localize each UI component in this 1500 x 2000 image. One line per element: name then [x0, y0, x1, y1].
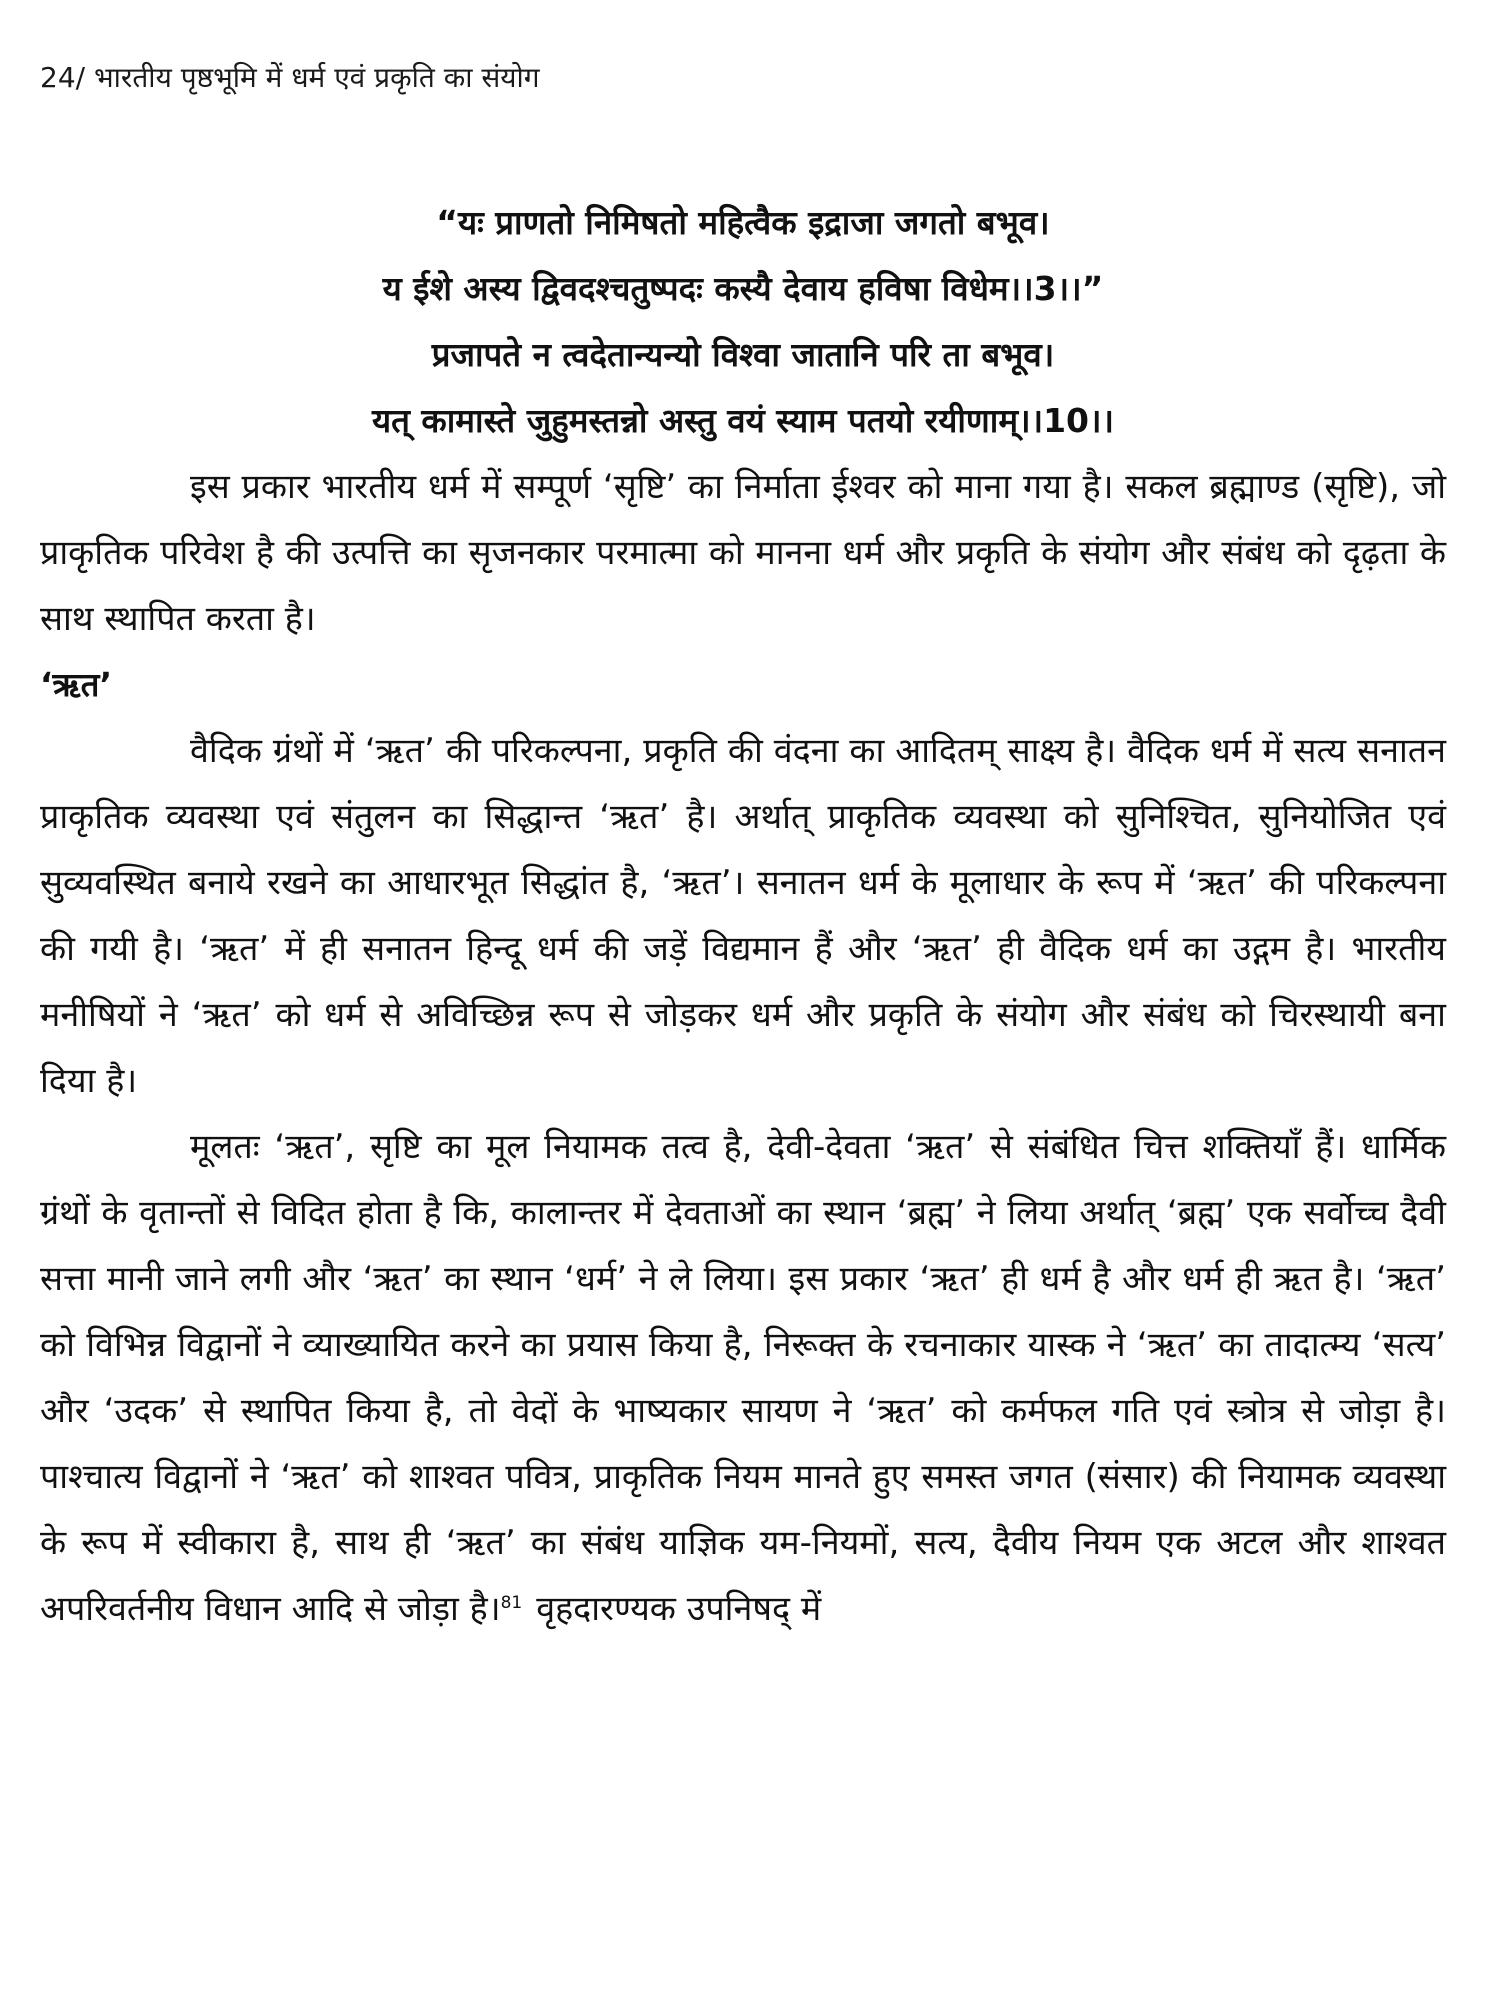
sanskrit-verse: [40, 190, 1446, 454]
body-paragraph-1: वैदिक ग्रंथों में ‘ऋत’ की परिकल्पना, प्रकृति की वंदना का आदितम् साक्ष्य है। वैदिक धर्म में सत्य सनातन प्राकृतिक व्यवस्था एवं संतुलन का सिद्धान्त ‘ऋत’ है। अर्थात् प्राकृतिक व्यवस्था को सुनिश्चित, सुनियोजित एवं सुव्यवस्थित बनाये रखने का आधारभूत सिद्धांत है, ‘ऋत’। सनातन धर्म के मूलाधार के रूप में ‘ऋत’ की परिकल्पना की गयी है। ‘ऋत’ में ही सनातन हिन्दू धर्म की जड़ें विद्यमान हैं और ‘ऋत’ ही वैदिक धर्म का उद्गम है। भारतीय मनीषियों ने ‘ऋत’ को धर्म से अविच्छिन्न रूप से जोड़कर धर्म और प्रकृति के संयोग और संबंध को चिरस्थायी बना दिया है।: [40, 731, 1446, 1101]
verse-line-2: य ईशे अस्य द्विवदश्चतुष्पदः कस्यै देवाय हविषा विधेम।।3।।”: [382, 269, 1104, 308]
section-heading: ‘ऋत’: [40, 665, 113, 704]
body-paragraph-2: [40, 1114, 1446, 1642]
body-paragraph-2-text: मूलतः ‘ऋत’, सृष्टि का मूल नियामक तत्व है, देवी-देवता ‘ऋत’ से संबंधित चित्त शक्तियाँ हैं। धार्मिक ग्रंथों के वृतान्तों से विदित होता है कि, कालान्तर में देवताओं का स्थान ‘ब्रह्म’ ने लिया अर्थात् ‘ब्रह्म’ एक सर्वोच्च दैवी सत्ता मानी जाने लगी और ‘ऋत’ का स्थान ‘धर्म’ ने ले लिया। इस प्रकार ‘ऋत’ ही धर्म है और धर्म ही ऋत है। ‘ऋत’ को विभिन्न विद्वानों ने व्याख्यायित करने का प्रयास किया है, निरूक्त के रचनाकार यास्क ने ‘ऋत’ का तादात्म्य ‘सत्य’ और ‘उदक’ से स्थापित किया है, तो वेदों के भाष्यकार सायण ने ‘ऋत’ को कर्मफल गति एवं स्त्रोत्र से जोड़ा है। पाश्चात्य विद्वानों ने ‘ऋत’ को शाश्वत पवित्र, प्राकृतिक नियम मानते हुए समस्त जगत (संसार) की नियामक व्यवस्था के रूप में स्वीकारा है, साथ ही ‘ऋत’ का संबंध याज्ञिक यम-नियमों, सत्य, दैवीय नियम एक अटल और शाश्वत अपरिवर्तनीय विधान आदि से जोड़ा है।: [40, 1127, 1446, 1629]
body-paragraph-2-tail: वृहदारण्यक उपनिषद् में: [536, 1589, 822, 1629]
intro-paragraph: इस प्रकार भारतीय धर्म में सम्पूर्ण ‘सृष्टि’ का निर्माता ईश्वर को माना गया है। सकल ब्रह्माण्ड (सृष्टि), जो प्राकृतिक परिवेश है की उत्पत्ति का सृजनकार परमात्मा को मानना धर्म और प्रकृति के संयोग और संबंध को दृढ़ता के साथ स्थापित करता है।: [40, 467, 1446, 639]
verse-line-1: “यः प्राणतो निमिषतो महित्वैक इद्राजा जगतो बभूव।: [436, 203, 1050, 242]
footnote-reference[interactable]: 81: [500, 1592, 523, 1613]
running-header: 24/ भारतीय पृष्ठभूमि में धर्म एवं प्रकृति का संयोग: [40, 61, 540, 94]
verse-line-3: प्रजापते न त्वदेतान्यन्यो विश्वा जातानि परि ता बभूव।: [431, 335, 1055, 374]
verse-line-4: यत् कामास्ते जुहुमस्तन्नो अस्तु वयं स्याम पतयो रयीणाम्।।10।।: [371, 401, 1115, 440]
